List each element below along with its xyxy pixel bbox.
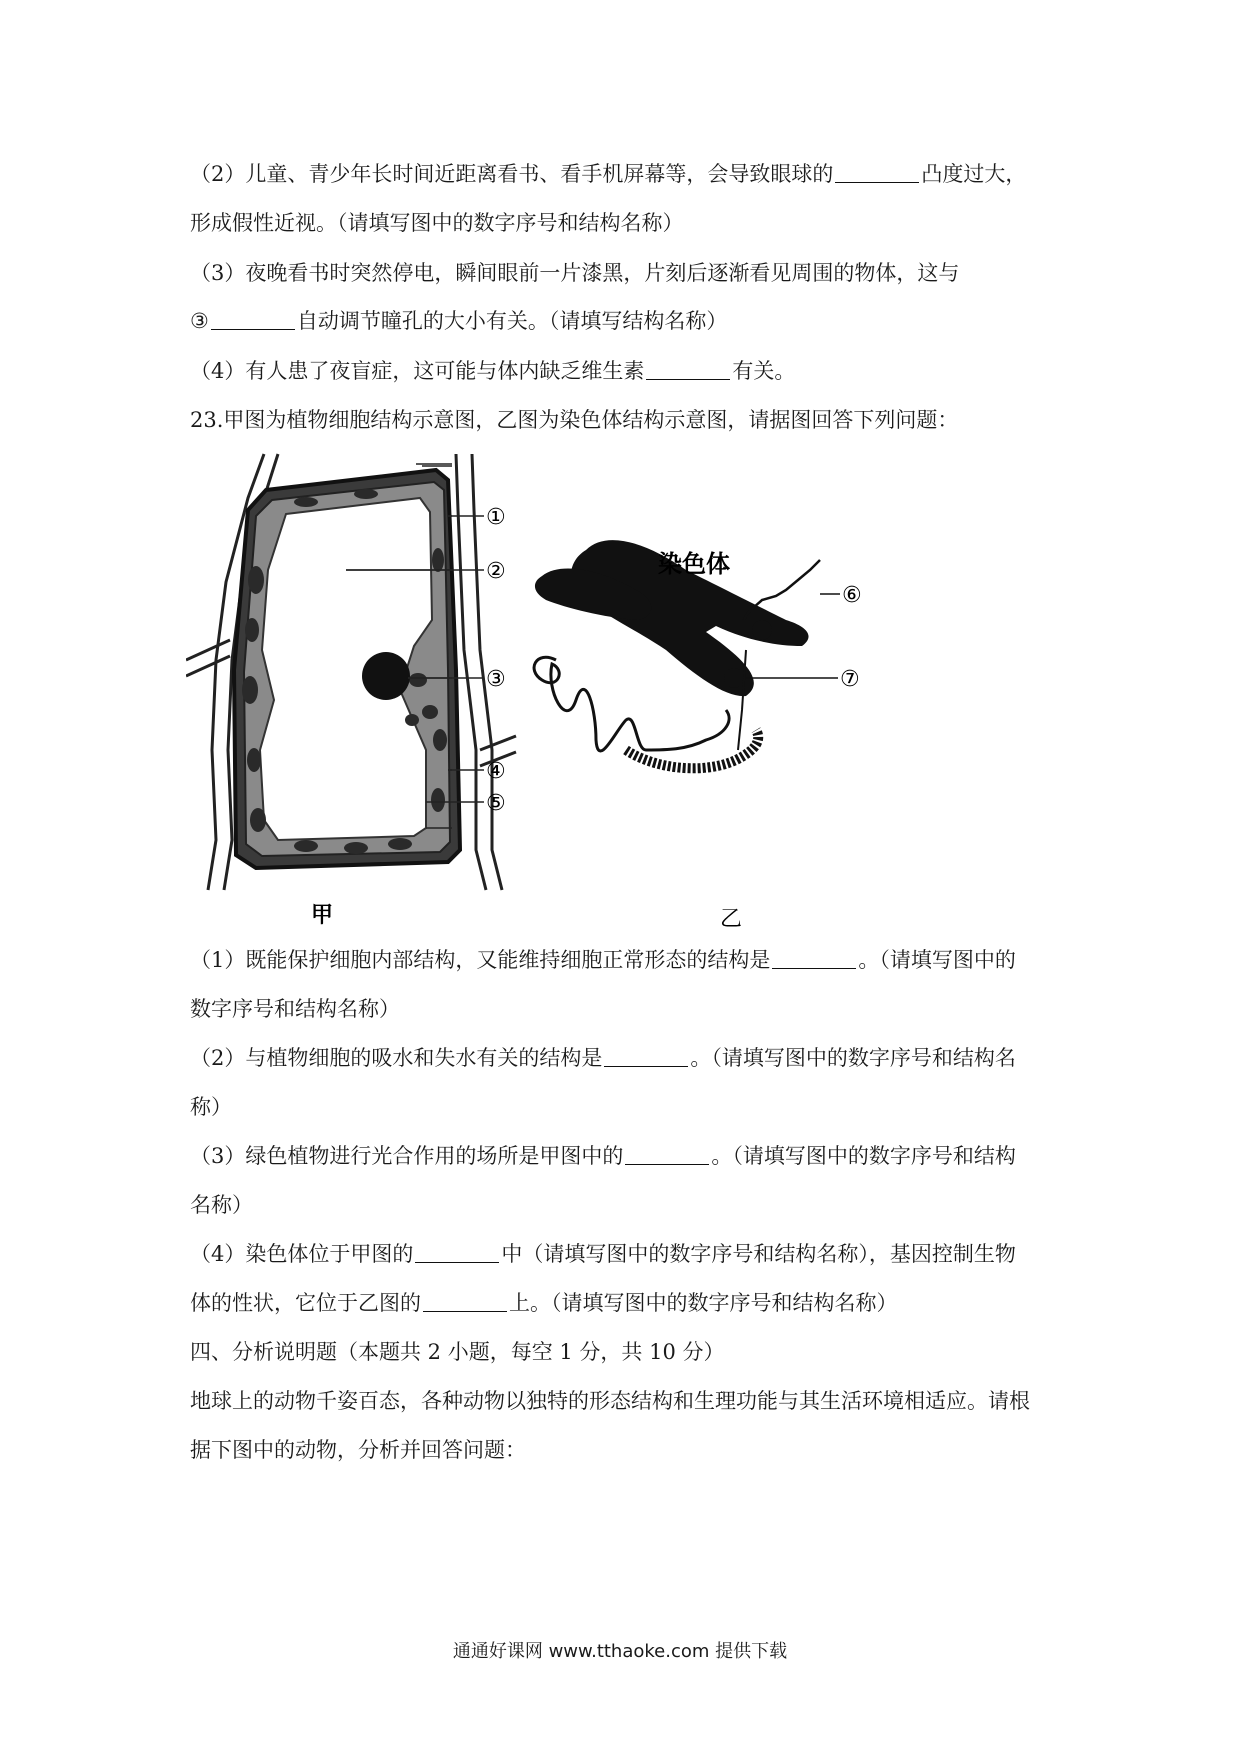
answer-blank[interactable] <box>211 307 295 330</box>
label-3: ③ <box>486 667 506 692</box>
q23-part3-line1: （3）绿色植物进行光合作用的场所是甲图中的 。（请填写图中的数字序号和结构 <box>190 1144 1016 1168</box>
answer-blank[interactable] <box>415 1240 499 1263</box>
label-7: ⑦ <box>840 667 860 692</box>
section4-heading: 四、分析说明题（本题共 2 小题，每空 1 分，共 10 分） <box>190 1340 725 1364</box>
label-6: ⑥ <box>842 583 862 608</box>
caption-jia: 甲 <box>311 903 334 928</box>
answer-blank[interactable] <box>604 1044 688 1067</box>
q22-part3-line1: （3）夜晚看书时突然停电，瞬间眼前一片漆黑，片刻后逐渐看见周围的物体，这与 <box>190 261 960 285</box>
answer-blank[interactable] <box>625 1142 709 1165</box>
chromosome-label: 染色体 <box>658 550 730 578</box>
q23-part4-line1: （4）染色体位于甲图的 中（请填写图中的数字序号和结构名称），基因控制生物 <box>190 1242 1016 1266</box>
label-1: ① <box>486 505 506 530</box>
q23-part1-line1: （1）既能保护细胞内部结构，又能维持细胞正常形态的结构是 。（请填写图中的 <box>190 948 1016 972</box>
section4-intro-line2: 据下图中的动物，分析并回答问题： <box>190 1438 526 1462</box>
q23-part1-line2: 数字序号和结构名称） <box>190 997 400 1021</box>
label-2: ② <box>486 559 506 584</box>
q23-part3-line2: 名称） <box>190 1193 253 1217</box>
q22-part2-line2: 形成假性近视。（请填写图中的数字序号和结构名称） <box>190 211 684 235</box>
answer-blank[interactable] <box>772 946 856 969</box>
chromosome-diagram <box>534 540 862 930</box>
q22-part3-line2: ③ 自动调节瞳孔的大小有关。（请填写结构名称） <box>190 309 728 333</box>
protein <box>724 668 744 688</box>
page-footer: 通通好课网 www.tthaoke.com 提供下载 <box>452 1641 788 1662</box>
plant-cell-diagram <box>186 454 516 928</box>
label-4: ④ <box>486 759 506 784</box>
answer-blank[interactable] <box>835 160 919 183</box>
q23-figure <box>186 450 1066 930</box>
q23-stem: 23.甲图为植物细胞结构示意图，乙图为染色体结构示意图，请据图回答下列问题： <box>190 408 959 432</box>
q22-part2-line1: （2）儿童、青少年长时间近距离看书、看手机屏幕等，会导致眼球的 凸度过大， <box>190 162 1027 186</box>
answer-blank[interactable] <box>646 357 730 380</box>
section4-intro-line1: 地球上的动物千姿百态，各种动物以独特的形态结构和生理功能与其生活环境相适应。请根 <box>190 1389 1030 1413</box>
q23-part2-line2: 称） <box>190 1095 232 1119</box>
caption-yi: 乙 <box>720 907 743 930</box>
q23-part2-line1: （2）与植物细胞的吸水和失水有关的结构是 。（请填写图中的数字序号和结构名 <box>190 1046 1016 1070</box>
q22-part4: （4）有人患了夜盲症，这可能与体内缺乏维生素 有关。 <box>190 359 796 383</box>
nucleus <box>362 652 410 700</box>
q23-part4-line2: 体的性状，它位于乙图的 上。（请填写图中的数字序号和结构名称） <box>190 1291 898 1315</box>
label-5: ⑤ <box>486 791 506 816</box>
answer-blank[interactable] <box>423 1289 507 1312</box>
